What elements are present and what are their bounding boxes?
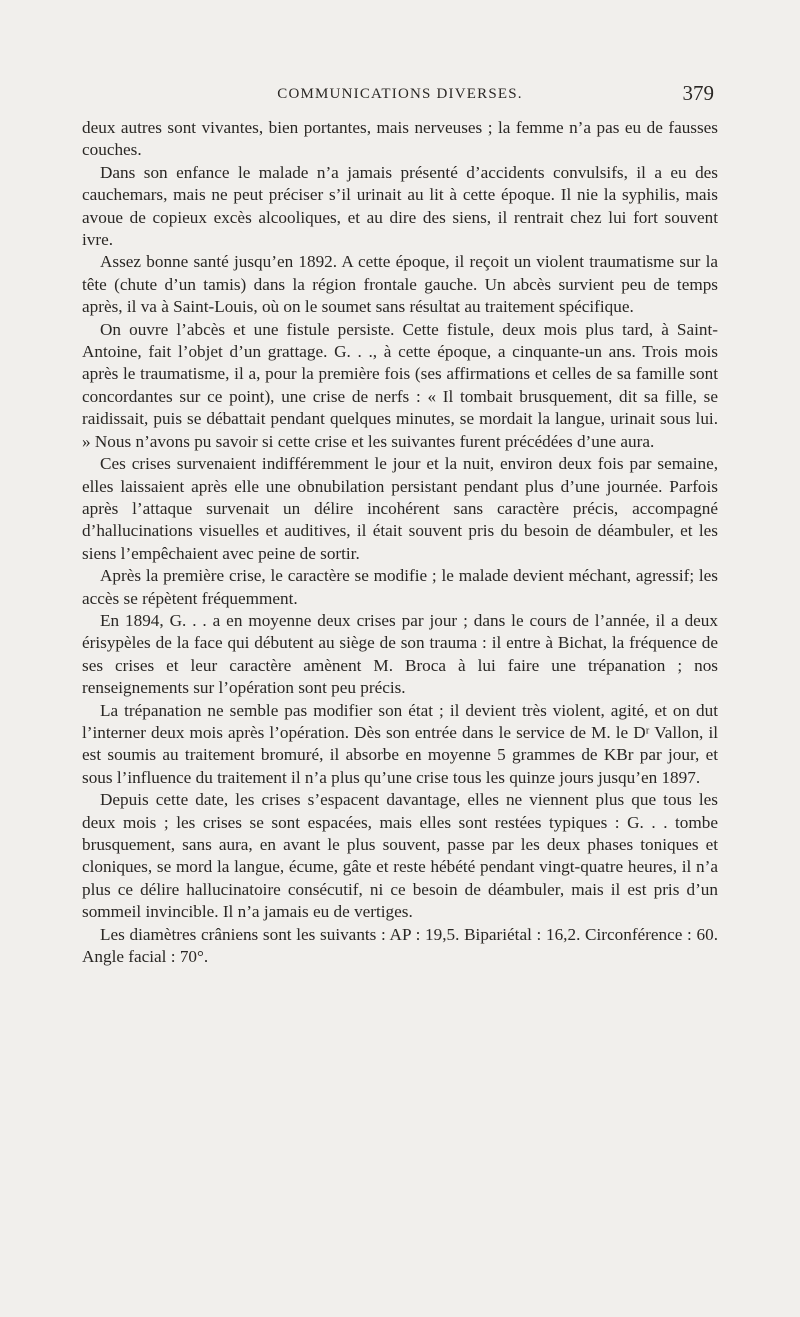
paragraph: Dans son enfance le malade n’a jamais présenté d’accidents convulsifs, il a eu des cauchemars, mais ne peut préciser s’il urinait au lit à cette époque. Il nie la syphilis, mais avoue de copieux excès alcooliques, et au dire des siens, il rentrait chez lui fort souvent ivre. [82,162,718,250]
page-number: 379 [682,81,714,105]
paragraph: Ces crises survenaient indifféremment le jour et la nuit, environ deux fois par semaine, elles laissaient après elle une obnubilation persistant pendant plus d’une journée. Parfois après l’attaque survenait un délire incohérent sans caractère précis, accompagné d’hallucinations visuelles et auditives, il était souvent pris du besoin de déambuler, et les siens l’empêchaient avec peine de sortir. [82,454,718,563]
running-title: COMMUNICATIONS DIVERSES. [277,86,523,102]
body-text [82,117,718,968]
paragraph: La trépanation ne semble pas modifier son état ; il devient très violent, agité, et on dut l’interner deux mois après l’opération. Dès son entrée dans le service de M. le Dʳ Vallon, il est soumis au traitement bromuré, il absorbe en moyenne 5 grammes de KBr par jour, et sous l’influence du traitement il n’a plus qu’une crise tous les quinze jours jusqu’en 1897. [82,700,718,787]
paragraph: On ouvre l’abcès et une fistule persiste. Cette fistule, deux mois plus tard, à Saint-Antoine, fait l’objet d’un grattage. G. . ., à cette époque, a cinquante-un ans. Trois mois après le traumatisme, il a, pour la première fois (ses affirmations et celles de sa famille sont concordantes sur ce point), une crise de nerfs : « Il tombait brusquement, dit sa fille, se raidissait, puis se débattait pendant quelques minutes, se mordait la langue, urinait sous lui. » Nous n’avons pu savoir si cette crise et les suivantes furent précédées d’une aura. [82,319,718,451]
paragraph: En 1894, G. . . a en moyenne deux crises par jour ; dans le cours de l’année, il a deux érisypèles de la face qui débutent au siège de son trauma : il entre à Bichat, la fréquence de ses crises et leur caractère amènent M. Broca à lui faire une trépanation ; nos renseignements sur l’opération sont peu précis. [82,610,718,698]
paragraph: Les diamètres crâniens sont les suivants : AP : 19,5. Bipariétal : 16,2. Circonférence : 60. Angle facial : 70°. [82,924,718,967]
paragraph: deux autres sont vivantes, bien portantes, mais nerveuses ; la femme n’a pas eu de fausses couches. [82,118,718,160]
paragraph: Après la première crise, le caractère se modifie ; le malade devient méchant, agressif; les accès se répètent fréquemment. [82,566,718,608]
running-header [82,81,718,110]
paragraph: Depuis cette date, les crises s’espacent davantage, elles ne viennent plus que tous les deux mois ; les crises se sont espacées, mais elles sont restées typiques : G. . . tombe brusquement, sans aura, en avant le plus souvent, passe par les deux phases toniques et cloniques, se mord la langue, écume, gâte et reste hébété pendant vingt-quatre heures, il n’a plus ce délire hallucinatoire consécutif, ni ce besoin de déambuler, mais il est pris d’un sommeil invincible. Il n’a jamais eu de vertiges. [82,790,718,922]
paragraph: Assez bonne santé jusqu’en 1892. A cette époque, il reçoit un violent traumatisme sur la tête (chute d’un tamis) dans la région frontale gauche. Un abcès survient peu de temps après, il va à Saint-Louis, où on le soumet sans résultat au traitement spécifique. [82,252,718,317]
